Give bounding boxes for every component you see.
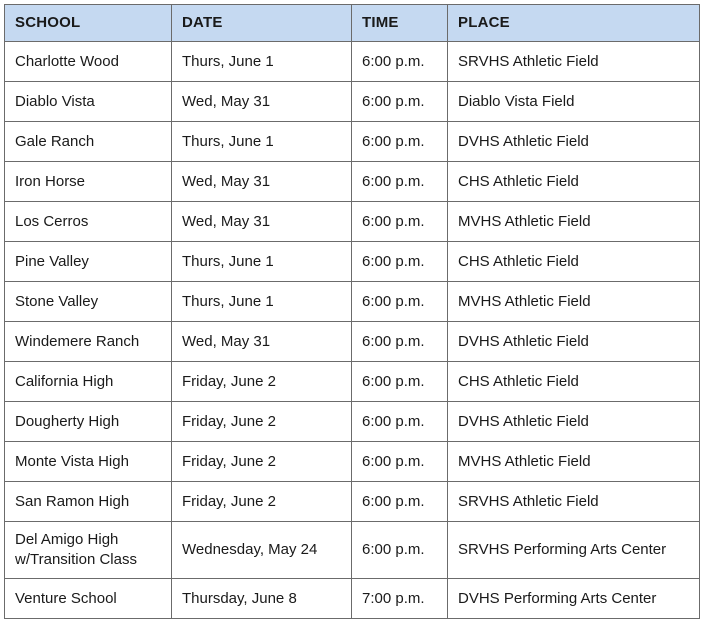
cell-time: 6:00 p.m.: [352, 402, 448, 442]
cell-date: Thurs, June 1: [172, 42, 352, 82]
header-place: PLACE: [448, 5, 700, 42]
cell-school: [5, 579, 172, 619]
cell-date: Friday, June 2: [172, 362, 352, 402]
table-row: [5, 482, 700, 522]
cell-time: 6:00 p.m.: [352, 442, 448, 482]
table-row: [5, 242, 700, 282]
cell-time: 6:00 p.m.: [352, 322, 448, 362]
cell-place: CHS Athletic Field: [448, 242, 700, 282]
cell-date: Wed, May 31: [172, 82, 352, 122]
cell-place: Diablo Vista Field: [448, 82, 700, 122]
cell-school: [5, 162, 172, 202]
cell-time: 6:00 p.m.: [352, 162, 448, 202]
cell-date: Thurs, June 1: [172, 122, 352, 162]
school-name-line: Windemere Ranch: [15, 332, 140, 350]
school-name-line: Iron Horse: [15, 172, 86, 190]
cell-date: Thurs, June 1: [172, 282, 352, 322]
cell-date: Thursday, June 8: [172, 579, 352, 619]
cell-place: MVHS Athletic Field: [448, 282, 700, 322]
cell-time: 6:00 p.m.: [352, 522, 448, 579]
table-row: [5, 442, 700, 482]
cell-date: Friday, June 2: [172, 482, 352, 522]
cell-date: Wed, May 31: [172, 322, 352, 362]
cell-time: 6:00 p.m.: [352, 482, 448, 522]
table-row: [5, 522, 700, 579]
table-row: [5, 42, 700, 82]
school-name-line: Los Cerros: [15, 212, 89, 230]
cell-school: [5, 42, 172, 82]
header-date: DATE: [172, 5, 352, 42]
cell-place: DVHS Performing Arts Center: [448, 579, 700, 619]
cell-time: 6:00 p.m.: [352, 42, 448, 82]
table-row: [5, 202, 700, 242]
school-name-line: Del Amigo High: [15, 531, 119, 548]
cell-time: 6:00 p.m.: [352, 202, 448, 242]
table-body: [5, 42, 700, 619]
cell-school: [5, 282, 172, 322]
school-name-line: Diablo Vista: [15, 92, 95, 110]
table-row: [5, 122, 700, 162]
header-school: SCHOOL: [5, 5, 172, 42]
cell-school: [5, 442, 172, 482]
graduation-schedule-table: [4, 4, 700, 619]
school-name-line: Venture School: [15, 589, 117, 607]
cell-date: Wednesday, May 24: [172, 522, 352, 579]
cell-school: [5, 322, 172, 362]
cell-school: [5, 122, 172, 162]
school-name-line: Monte Vista High: [15, 452, 129, 470]
table-row: [5, 162, 700, 202]
cell-place: MVHS Athletic Field: [448, 442, 700, 482]
cell-date: Thurs, June 1: [172, 242, 352, 282]
cell-date: Friday, June 2: [172, 442, 352, 482]
cell-place: DVHS Athletic Field: [448, 322, 700, 362]
cell-place: SRVHS Performing Arts Center: [448, 522, 700, 579]
cell-time: 6:00 p.m.: [352, 362, 448, 402]
cell-time: 7:00 p.m.: [352, 579, 448, 619]
school-name-line: California High: [15, 372, 114, 390]
table-row: [5, 579, 700, 619]
cell-place: CHS Athletic Field: [448, 362, 700, 402]
cell-school: [5, 202, 172, 242]
cell-time: 6:00 p.m.: [352, 122, 448, 162]
school-name-line: w/Transition Class: [15, 551, 137, 568]
school-name-line: Pine Valley: [15, 252, 89, 270]
cell-place: CHS Athletic Field: [448, 162, 700, 202]
school-name-line: Charlotte Wood: [15, 52, 119, 70]
school-name-line: Dougherty High: [15, 412, 120, 430]
cell-place: DVHS Athletic Field: [448, 122, 700, 162]
table-row: [5, 362, 700, 402]
cell-date: Wed, May 31: [172, 162, 352, 202]
cell-place: SRVHS Athletic Field: [448, 42, 700, 82]
header-time: TIME: [352, 5, 448, 42]
school-name-line: Gale Ranch: [15, 132, 95, 150]
cell-place: SRVHS Athletic Field: [448, 482, 700, 522]
cell-time: 6:00 p.m.: [352, 282, 448, 322]
table-row: [5, 82, 700, 122]
table-row: [5, 322, 700, 362]
school-name-line: Stone Valley: [15, 292, 99, 310]
cell-school: [5, 482, 172, 522]
table-row: [5, 402, 700, 442]
cell-place: MVHS Athletic Field: [448, 202, 700, 242]
cell-school: [5, 522, 172, 579]
cell-school: [5, 362, 172, 402]
header-row: [5, 5, 700, 42]
cell-time: 6:00 p.m.: [352, 82, 448, 122]
school-name-line: San Ramon High: [15, 492, 130, 510]
table-row: [5, 282, 700, 322]
table-header: [5, 5, 700, 42]
cell-place: DVHS Athletic Field: [448, 402, 700, 442]
cell-date: Friday, June 2: [172, 402, 352, 442]
cell-school: [5, 242, 172, 282]
cell-school: [5, 402, 172, 442]
cell-time: 6:00 p.m.: [352, 242, 448, 282]
cell-date: Wed, May 31: [172, 202, 352, 242]
cell-school: [5, 82, 172, 122]
